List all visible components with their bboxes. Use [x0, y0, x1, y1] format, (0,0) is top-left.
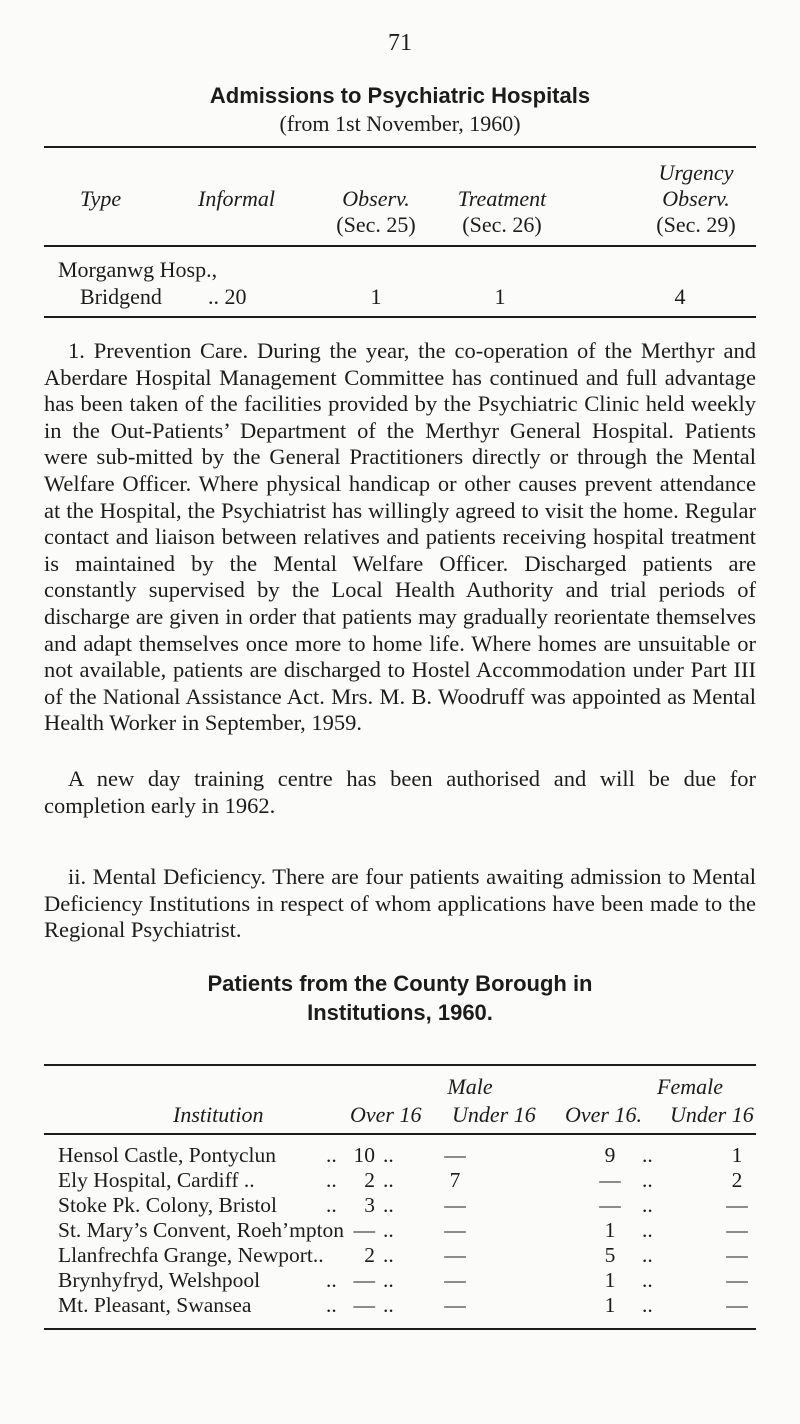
- leader-dots: ..: [642, 1218, 653, 1242]
- table-row: [0, 1242, 800, 1267]
- paragraph-prevention-care: 1. Prevention Care. During the year, the co-operation of the Merthyr and Aberdare Hospital Management Committee has continued and full advantage has been taken of the facilities provided by the Psychiatric Clinic held weekly in the Out-Patients’ Department of the Merthyr General Hospital. Patients were sub-mitted by the General Practitioners directly or through the Mental Welfare Officer. Where physical handicap or other causes prevent attendance at the Hospital, the Psychiatrist has willingly agreed to visit the home. Regular contact and liaison between relatives and patients receiving hospital treatment is maintained by the Mental Welfare Officer. Discharged patients are constantly supervised by the Local Health Authority and trial periods of discharge are given in order that patients may gradually reorientate themselves and adapt themselves once more to home life. Where homes are unsuitable or not available, patients are discharged to Hostel Accommodation under Part III of the National Assistance Act. Mrs. M. B. Woodruff was appointed as Mental Health Worker in September, 1959.: [44, 338, 756, 736]
- female-over-16: 5: [604, 1243, 616, 1267]
- institutions-bottom-rule: [44, 1328, 756, 1330]
- institution-name: Stoke Pk. Colony, Bristol: [58, 1193, 278, 1217]
- leader-dots: ..: [383, 1218, 394, 1242]
- leader-dots: ..: [642, 1243, 653, 1267]
- female-under-16: —: [726, 1193, 748, 1217]
- row-treatment: 1: [494, 284, 506, 309]
- male-under-16: —: [444, 1143, 466, 1167]
- institution-name: Hensol Castle, Pontyclun: [58, 1143, 276, 1167]
- female-over-16: —: [599, 1193, 621, 1217]
- leader-dots: ..: [383, 1268, 394, 1292]
- row-urgency: 4: [674, 284, 686, 309]
- admissions-subtitle: (from 1st November, 1960): [279, 111, 521, 136]
- female-over-16: 1: [604, 1218, 616, 1242]
- table-row: [0, 1217, 800, 1242]
- header-male: Male: [447, 1074, 493, 1099]
- header-urgency-observ: Observ.: [662, 186, 730, 211]
- header-female-under: Under 16: [670, 1102, 754, 1127]
- admissions-title: Admissions to Psychiatric Hospitals: [209, 83, 591, 108]
- table-row: [0, 1142, 800, 1167]
- leader-dots: ..: [383, 1168, 394, 1192]
- header-institution: Institution: [173, 1102, 264, 1127]
- paragraph-mental-deficiency: ii. Mental Deficiency. There are four patients awaiting admission to Mental Deficiency Institutions in respect of whom applications have been made to the Regional Psychiatrist.: [44, 864, 756, 943]
- header-urgency: Urgency: [658, 160, 734, 185]
- male-over-16: —: [353, 1218, 375, 1242]
- leader-dots: ..: [326, 1143, 337, 1167]
- female-under-16: 1: [731, 1143, 743, 1167]
- leader-dots: ..: [642, 1143, 653, 1167]
- female-under-16: 2: [731, 1168, 743, 1192]
- table-row: [0, 1267, 800, 1292]
- institution-name: Llanfrechfa Grange, Newport..: [58, 1243, 324, 1267]
- header-female: Female: [657, 1074, 723, 1099]
- female-under-16: —: [726, 1268, 748, 1292]
- institution-name: Brynhyfryd, Welshpool: [58, 1268, 261, 1292]
- leader-dots: ..: [383, 1243, 394, 1267]
- header-treatment-sec: (Sec. 26): [462, 212, 542, 237]
- male-over-16: 2: [364, 1168, 375, 1192]
- female-over-16: 9: [604, 1143, 616, 1167]
- female-under-16: —: [726, 1293, 748, 1317]
- header-treatment: Treatment: [457, 186, 547, 211]
- female-over-16: —: [599, 1168, 621, 1192]
- institutions-title-line2: Institutions, 1960.: [307, 1000, 493, 1025]
- header-rule: [44, 245, 756, 247]
- female-over-16: 1: [604, 1293, 616, 1317]
- male-over-16: 3: [364, 1193, 375, 1217]
- institutions-title-line1: Patients from the County Borough in: [207, 971, 593, 996]
- institution-name: Mt. Pleasant, Swansea: [58, 1293, 252, 1317]
- table-row: [0, 1192, 800, 1217]
- table-bottom-rule: [44, 316, 756, 318]
- row-name-line2: Bridgend: [80, 284, 162, 309]
- institution-name: Ely Hospital, Cardiff ..: [58, 1168, 255, 1192]
- header-female-over: Over 16.: [565, 1102, 642, 1127]
- leader-dots: ..: [642, 1268, 653, 1292]
- male-under-16: —: [444, 1193, 466, 1217]
- male-over-16: 10: [353, 1143, 375, 1167]
- leader-dots: ..: [383, 1193, 394, 1217]
- header-observ-sec: (Sec. 25): [336, 212, 416, 237]
- female-under-16: —: [726, 1218, 748, 1242]
- row-observ: 1: [370, 284, 382, 309]
- header-informal: Informal: [198, 186, 275, 211]
- header-urgency-sec: (Sec. 29): [656, 212, 736, 237]
- row-informal: .. 20: [208, 284, 247, 309]
- leader-dots: ..: [383, 1293, 394, 1317]
- leader-dots: ..: [326, 1268, 337, 1292]
- header-observ: Observ.: [342, 186, 410, 211]
- table-row: [0, 1292, 800, 1317]
- leader-dots: ..: [326, 1168, 337, 1192]
- row-name-line1: Morganwg Hosp.,: [58, 257, 218, 282]
- male-over-16: —: [353, 1293, 375, 1317]
- header-type: Type: [80, 186, 122, 211]
- male-under-16: —: [444, 1243, 466, 1267]
- female-over-16: 1: [604, 1268, 616, 1292]
- leader-dots: ..: [326, 1193, 337, 1217]
- institutions-top-rule: [44, 1064, 756, 1066]
- male-under-16: —: [444, 1218, 466, 1242]
- header-male-under: Under 16: [452, 1102, 536, 1127]
- male-over-16: 2: [364, 1243, 375, 1267]
- male-under-16: —: [444, 1293, 466, 1317]
- header-male-over: Over 16: [350, 1102, 422, 1127]
- male-over-16: —: [353, 1268, 375, 1292]
- page-number: 71: [388, 30, 412, 56]
- paragraph-day-training: A new day training centre has been authorised and will be due for completion early in 1962.: [44, 766, 756, 818]
- table-top-rule: [44, 146, 756, 148]
- institution-name: St. Mary’s Convent, Roeh’mpton: [58, 1218, 345, 1242]
- male-under-16: —: [444, 1268, 466, 1292]
- table-row: [0, 1167, 800, 1192]
- leader-dots: ..: [326, 1293, 337, 1317]
- leader-dots: ..: [642, 1168, 653, 1192]
- male-under-16: 7: [449, 1168, 461, 1192]
- leader-dots: ..: [642, 1193, 653, 1217]
- leader-dots: ..: [383, 1143, 394, 1167]
- female-under-16: —: [726, 1243, 748, 1267]
- leader-dots: ..: [642, 1293, 653, 1317]
- institutions-header-rule: [44, 1133, 756, 1135]
